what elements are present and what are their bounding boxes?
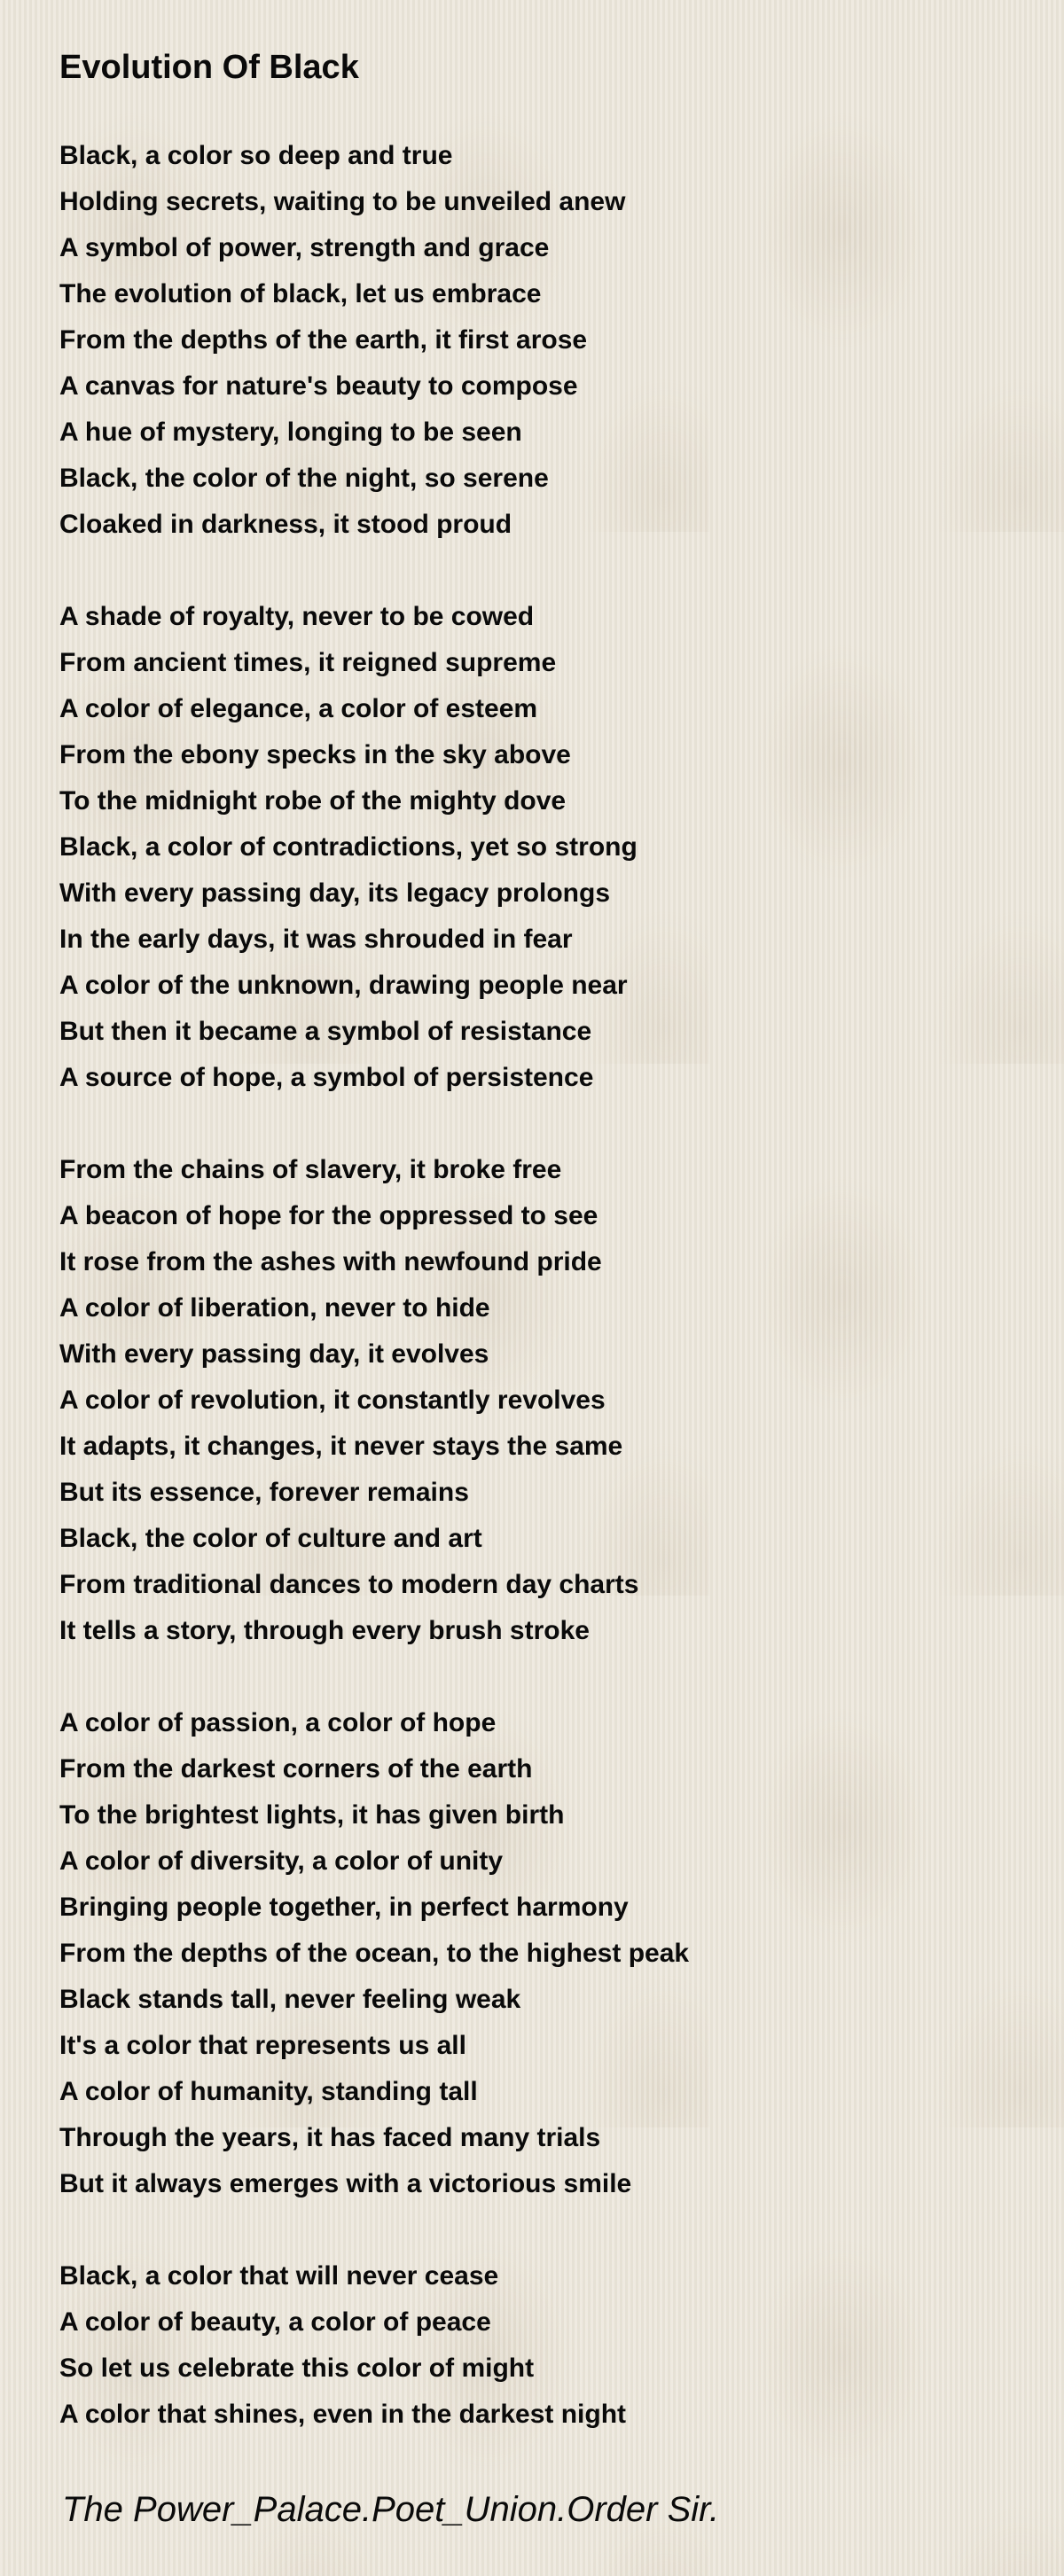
poem-stanza bbox=[59, 1147, 1017, 1654]
poem-line: With every passing day, its legacy prolongs bbox=[59, 878, 611, 908]
poem-line: Black, a color that will never cease bbox=[59, 2261, 499, 2291]
poem-line: Through the years, it has faced many trials bbox=[59, 2123, 601, 2152]
poem-line: But its essence, forever remains bbox=[59, 1478, 469, 1507]
poem-line: A color of liberation, never to hide bbox=[59, 1293, 490, 1323]
poem-line: To the midnight robe of the mighty dove bbox=[59, 786, 567, 816]
poem-line: A color of revolution, it constantly revolves bbox=[59, 1386, 606, 1415]
poem-stanza bbox=[59, 2253, 1017, 2438]
poem-line: From traditional dances to modern day charts bbox=[59, 1570, 639, 1599]
poem-line: With every passing day, it evolves bbox=[59, 1339, 489, 1369]
poem-stanza bbox=[59, 594, 1017, 1101]
poem-line: A color of diversity, a color of unity bbox=[59, 1846, 504, 1876]
poem-line: A color of the unknown, drawing people near bbox=[59, 971, 628, 1000]
poem-line: The evolution of black, let us embrace bbox=[59, 279, 542, 308]
poem-line: A beacon of hope for the oppressed to see bbox=[59, 1201, 598, 1230]
poem-line: Black, the color of culture and art bbox=[59, 1524, 482, 1553]
poem-line: In the early days, it was shrouded in fear bbox=[59, 925, 573, 954]
poem-stanza bbox=[59, 133, 1017, 548]
poem-line: To the brightest lights, it has given birth bbox=[59, 1800, 565, 1830]
poem-line: It tells a story, through every brush stroke bbox=[59, 1616, 590, 1645]
poem-line: A color that shines, even in the darkest night bbox=[59, 2400, 627, 2429]
poem-line: From the chains of slavery, it broke free bbox=[59, 1155, 562, 1184]
poem-body bbox=[59, 133, 1017, 2484]
poem-stanza bbox=[59, 1700, 1017, 2207]
poem-author: The Power_Palace.Poet_Union.Order Sir. bbox=[62, 2490, 720, 2529]
poem-line: A hue of mystery, longing to be seen bbox=[59, 418, 522, 447]
poem-line: A symbol of power, strength and grace bbox=[59, 233, 550, 262]
poem-line: A shade of royalty, never to be cowed bbox=[59, 602, 535, 631]
poem-line: A color of humanity, standing tall bbox=[59, 2077, 478, 2106]
poem-line: A color of elegance, a color of esteem bbox=[59, 694, 538, 723]
poem-line: A color of beauty, a color of peace bbox=[59, 2307, 491, 2337]
poem-line: Black stands tall, never feeling weak bbox=[59, 1985, 521, 2014]
poem-line: From the darkest corners of the earth bbox=[59, 1754, 533, 1784]
poem-line: Black, the color of the night, so serene bbox=[59, 464, 549, 493]
poem-line: A canvas for nature's beauty to compose bbox=[59, 371, 578, 401]
poem-line: A color of passion, a color of hope bbox=[59, 1708, 497, 1737]
poem-line: From the depths of the ocean, to the highest peak bbox=[59, 1939, 690, 1968]
poem-line: But it always emerges with a victorious smile bbox=[59, 2169, 632, 2198]
poem-line: From the ebony specks in the sky above bbox=[59, 740, 571, 769]
poem-line: It adapts, it changes, it never stays the same bbox=[59, 1432, 623, 1461]
poem-title: Evolution Of Black bbox=[59, 49, 359, 86]
poem-line: Cloaked in darkness, it stood proud bbox=[59, 510, 512, 539]
poem-line: From the depths of the earth, it first arose bbox=[59, 325, 588, 355]
poem-line: Bringing people together, in perfect harmony bbox=[59, 1893, 629, 1922]
poem-line: Black, a color so deep and true bbox=[59, 141, 453, 170]
poem-line: It's a color that represents us all bbox=[59, 2031, 466, 2060]
poem-line: A source of hope, a symbol of persistence bbox=[59, 1063, 594, 1092]
poem-line: But then it became a symbol of resistance bbox=[59, 1017, 592, 1046]
poem-line: So let us celebrate this color of might bbox=[59, 2354, 535, 2383]
poem-line: Black, a color of contradictions, yet so strong bbox=[59, 832, 638, 862]
poem-line: From ancient times, it reigned supreme bbox=[59, 648, 557, 677]
poem-line: Holding secrets, waiting to be unveiled anew bbox=[59, 187, 626, 216]
poem-line: It rose from the ashes with newfound pride bbox=[59, 1247, 602, 1276]
